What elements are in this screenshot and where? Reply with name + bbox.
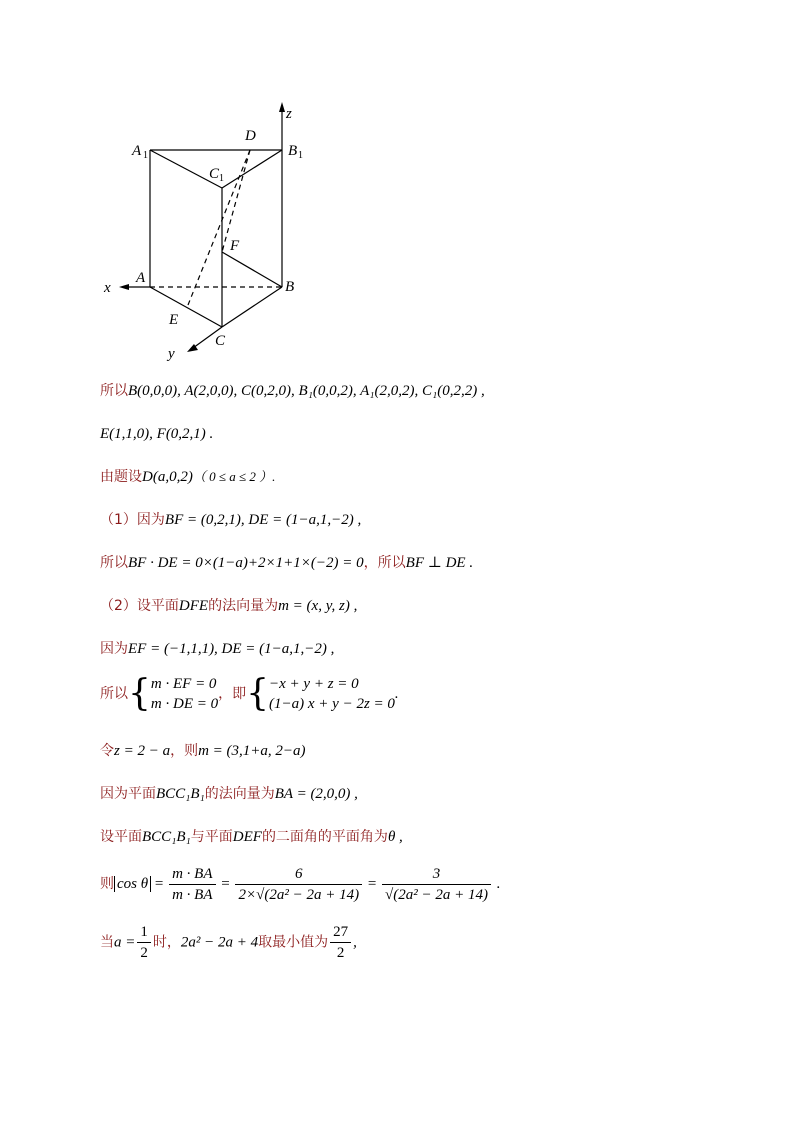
cos-frac-2 (235, 864, 362, 905)
label-C1-sub: 1 (219, 173, 224, 184)
theta: θ , (387, 829, 403, 845)
let-label: 令 (100, 743, 114, 759)
label-E: E (169, 312, 179, 328)
condition: （ 0 ≤ a ≤ 2 ）. (192, 469, 276, 484)
coords-math-1: B(0,0,0), A(2,0,0), C(0,2,0), B₁(0,0,2), A₁(2,0,2), C₁(0,2,2) , (128, 383, 485, 399)
label-A1-sub: 1 (143, 150, 148, 161)
min-line: 当a = $\frac{1}{2}$ 时，2a² − 2a + 4取最小值为 $\frac{27}{2}$ , (100, 924, 357, 961)
cos-frac-1 (169, 864, 215, 905)
z-value: z = 2 − a (114, 743, 171, 759)
part1-label: （1）因为 (100, 512, 165, 528)
a-frac-den: 2 (140, 945, 148, 961)
then-label: ，即 (218, 686, 247, 702)
label-C: C (215, 333, 226, 349)
part2-line (100, 596, 357, 616)
system-2-eq-1: −x + y + z = 0 (269, 676, 359, 692)
vectors-EF-DE: EF = (−1,1,1), DE = (1−a,1,−2) , (128, 641, 335, 657)
label-y: y (168, 346, 175, 362)
label-z: z (286, 106, 292, 122)
label-F: F (230, 238, 240, 254)
plane-DEF: DEF (232, 829, 262, 845)
dot-product: BF · DE = 0×(1−a)+2×1+1×(−2) = 0 (128, 555, 364, 571)
system-1 (151, 674, 218, 714)
cos-frac-1-den: m · BA (172, 886, 213, 903)
quadratic: 2a² − 2a + 4 (180, 934, 259, 951)
when-label: 当 (100, 934, 114, 951)
coords-line-2 (100, 424, 213, 444)
dihedral-label: 的二面角的平面角为 (261, 829, 388, 845)
cos-frac-2-num: 6 (235, 864, 362, 885)
prism-figure (95, 100, 335, 370)
dot-product-line (100, 553, 473, 573)
a-equals: a = (114, 934, 136, 951)
system-2-eq-2: (1−a) x + y − 2z = 0 (269, 696, 395, 712)
prism-diagram (95, 100, 335, 370)
cos-frac-3-num: 3 (382, 864, 491, 885)
assumption-line (100, 467, 275, 487)
with-plane-label: 与平面 (190, 829, 233, 845)
perpendicular: BF ⊥ DE . (405, 555, 474, 571)
a-frac-num: 1 (137, 922, 151, 943)
system-1-eq-1: m · EF = 0 (150, 676, 217, 692)
min-frac (330, 922, 351, 963)
m-value: m = (3,1+a, 2−a) (198, 743, 306, 759)
because-plane-label: 因为平面 (100, 786, 156, 802)
label-D: D (245, 128, 256, 144)
then-label-3: 则 (100, 876, 114, 892)
so-text-2: 所以 (100, 555, 128, 571)
cos-frac-3-den: √(2a² − 2a + 14) (385, 886, 489, 903)
cos-theta: cos θ (114, 876, 151, 892)
cos-frac-3 (382, 864, 491, 905)
dihedral-line (100, 827, 403, 847)
label-C1: C (209, 166, 220, 182)
label-B1-sub: 1 (298, 150, 303, 161)
systems-line: 所以{ m · EF = 0 m · DE = 0 ，即{ −x + y + z = 0 (1−a) x + y − 2z = 0 . (100, 673, 399, 714)
vector-BA: BA = (2,0,0) , (274, 786, 358, 802)
system-1-eq-2: m · DE = 0 (150, 696, 219, 712)
min-frac-num: 27 (330, 922, 351, 943)
plane-DFE: DFE (178, 598, 209, 614)
cos-line: 则 cos θ = $\frac{m \cdot BA}{m \cdot BA}$ = $\frac{6}{\text{2×√(2a² − 2a + 14)}}$ = $\frac{3}{\text{√(2a² − 2a + 14)}}$ . (100, 865, 501, 903)
so-text-3: 所以 (100, 686, 128, 702)
cos-frac-1-num: m · BA (169, 864, 215, 885)
a-frac (137, 922, 151, 963)
assumption-label: 由题设 (100, 469, 142, 485)
plane-normal-line (100, 784, 358, 804)
label-x: x (104, 280, 111, 296)
part1-line (100, 510, 361, 530)
let-z-line (100, 741, 306, 761)
vectors-BF-DE: BF = (0,2,1), DE = (1−a,1,−2) , (164, 512, 362, 528)
then-label-2: ，则 (170, 743, 199, 759)
so-tail: ，所以 (363, 555, 406, 571)
system-2 (269, 674, 395, 714)
point-D: D(a,0,2) (142, 469, 193, 485)
min-label: 取最小值为 (258, 934, 329, 951)
label-B1: B (288, 143, 298, 159)
label-A: A (136, 270, 146, 286)
normal-label: 的法向量为 (208, 598, 279, 614)
coords-math-2: E(1,1,0), F(0,2,1) . (100, 426, 214, 442)
when-tail: 时， (152, 934, 181, 951)
normal-label-2: 的法向量为 (204, 786, 275, 802)
coords-line-1 (100, 381, 485, 401)
set-plane-label: 设平面 (100, 829, 142, 845)
min-frac-den: 2 (336, 945, 345, 961)
label-A1: A (132, 143, 142, 159)
so-text: 所以 (100, 383, 128, 399)
vectors-EF-DE-line (100, 639, 334, 659)
cos-frac-2-den: 2×√(2a² − 2a + 14) (238, 886, 360, 903)
label-B: B (285, 279, 295, 295)
part2-label: （2）设平面 (100, 598, 179, 614)
because-label: 因为 (100, 641, 128, 657)
normal-m: m = (x, y, z) , (278, 598, 358, 614)
plane-BCC1B1: BCC₁B₁ (156, 786, 205, 802)
plane-BCC1B1-2: BCC₁B₁ (142, 829, 191, 845)
